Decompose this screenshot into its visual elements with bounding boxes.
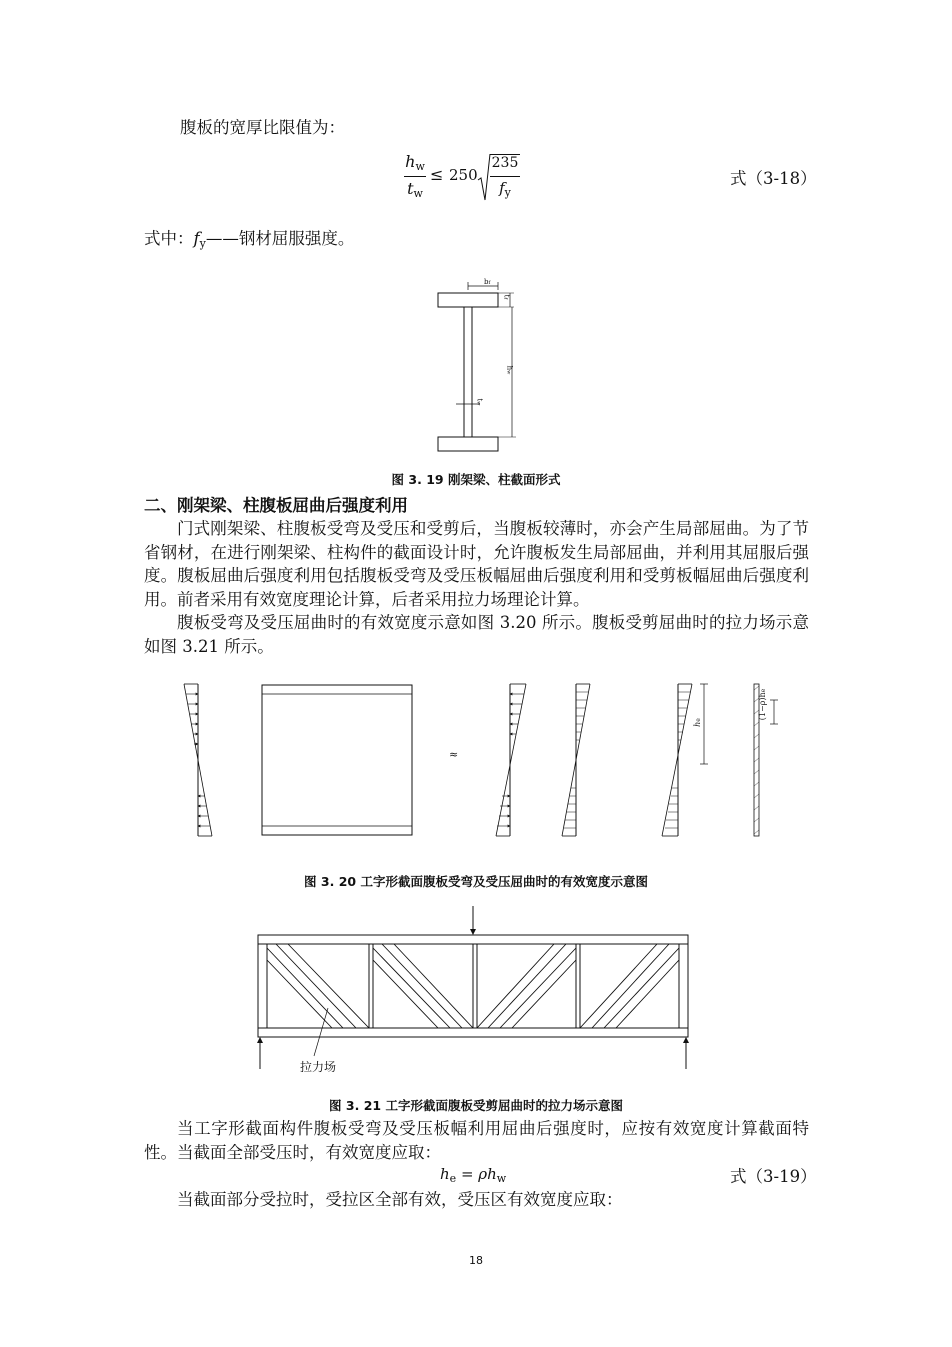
eq-235: 235 — [491, 155, 519, 171]
eq-fy: f — [499, 179, 505, 197]
figure-3-19-i-section — [430, 276, 530, 458]
label-tw: tw — [475, 398, 484, 406]
paragraph-4: 当截面部分受拉时，受拉区全部有效，受压区有效宽度应取： — [177, 1190, 623, 1209]
eq-hw-sub: w — [415, 160, 425, 173]
stress-diagram-effective — [662, 684, 708, 836]
eq319-rho-hw: ρh — [478, 1165, 497, 1183]
section-heading: 二、刚架梁、柱腹板屈曲后强度利用 — [144, 496, 408, 515]
paragraph-2: 腹板受弯及受压屈曲时的有效宽度示意如图 3.20 所示。腹板受剪屈曲时的拉力场示意如图 3.21 所示。 — [144, 613, 809, 656]
eq-tw: t — [407, 179, 414, 198]
eq319-he: h — [440, 1165, 450, 1183]
figure-3-20-diagram — [170, 680, 790, 850]
where-prefix: 式中： — [144, 229, 194, 248]
stress-diagram-with-arrows — [496, 684, 526, 836]
page-number: 18 — [469, 1254, 483, 1267]
tension-field-label: 拉力场 — [300, 1060, 337, 1074]
equation-3-19: $h_e = \rho h_w$ — [440, 1165, 507, 1185]
equation-number-3-18: 式（3-18） — [730, 169, 817, 188]
label-tf: tf — [502, 294, 511, 300]
stress-diagram-hatched — [562, 684, 590, 836]
equation-3-18 — [404, 152, 524, 204]
figure-3-20-caption: 图 3. 20 工字形截面腹板受弯及受压屈曲时的有效宽度示意图 — [304, 874, 648, 889]
label-hw: hw — [505, 365, 514, 375]
stress-diagram-left — [184, 684, 212, 836]
eq-coefficient: 250 — [449, 166, 478, 184]
paragraph-1: 门式刚架梁、柱腹板受弯及受压和受剪后，当腹板较薄时，亦会产生局部屈曲。为了节省钢材，在进行刚架梁、柱构件的截面设计时，允许腹板发生局部屈曲，并利用其屈服后强度。腹板屈曲后强度利用包括腹板受弯及受压板幅屈曲后强度利用和受剪板幅屈曲后强度利用。前者采用有效宽度理论计算，后者采用拉力场理论计算。 — [144, 519, 809, 609]
eq-fy-sub: y — [504, 186, 511, 199]
figure-3-19-caption: 图 3. 19 刚架梁、柱截面形式 — [391, 472, 561, 487]
figure-3-21-caption: 图 3. 21 工字形截面腹板受剪屈曲时的拉力场示意图 — [329, 1098, 623, 1113]
eq-hw: h — [405, 152, 416, 171]
sqrt-sign — [477, 152, 491, 202]
eq-tw-sub: w — [413, 187, 423, 200]
intro-text: 腹板的宽厚比限值为： — [180, 118, 345, 137]
figure-3-21-diagram — [248, 904, 704, 1076]
label-rho: (1−ρ)he — [758, 688, 768, 721]
equation-number-3-19: 式（3-19） — [730, 1167, 817, 1186]
where-line — [144, 227, 354, 256]
label-bf: bf — [484, 278, 491, 286]
label-he: he — [692, 718, 702, 727]
web-plate — [262, 685, 412, 835]
where-symbol: f — [193, 229, 200, 248]
paragraph-3: 当工字形截面构件腹板受弯及受压板幅利用屈曲后强度时，应按有效宽度计算截面特性。当截面全部受压时，有效宽度应取： — [144, 1119, 809, 1162]
approx-sign: ≈ — [449, 748, 459, 761]
where-text: ——钢材屈服强度。 — [205, 229, 355, 248]
eq-leq: ≤ — [430, 165, 444, 184]
where-symbol-sub: y — [199, 237, 206, 250]
